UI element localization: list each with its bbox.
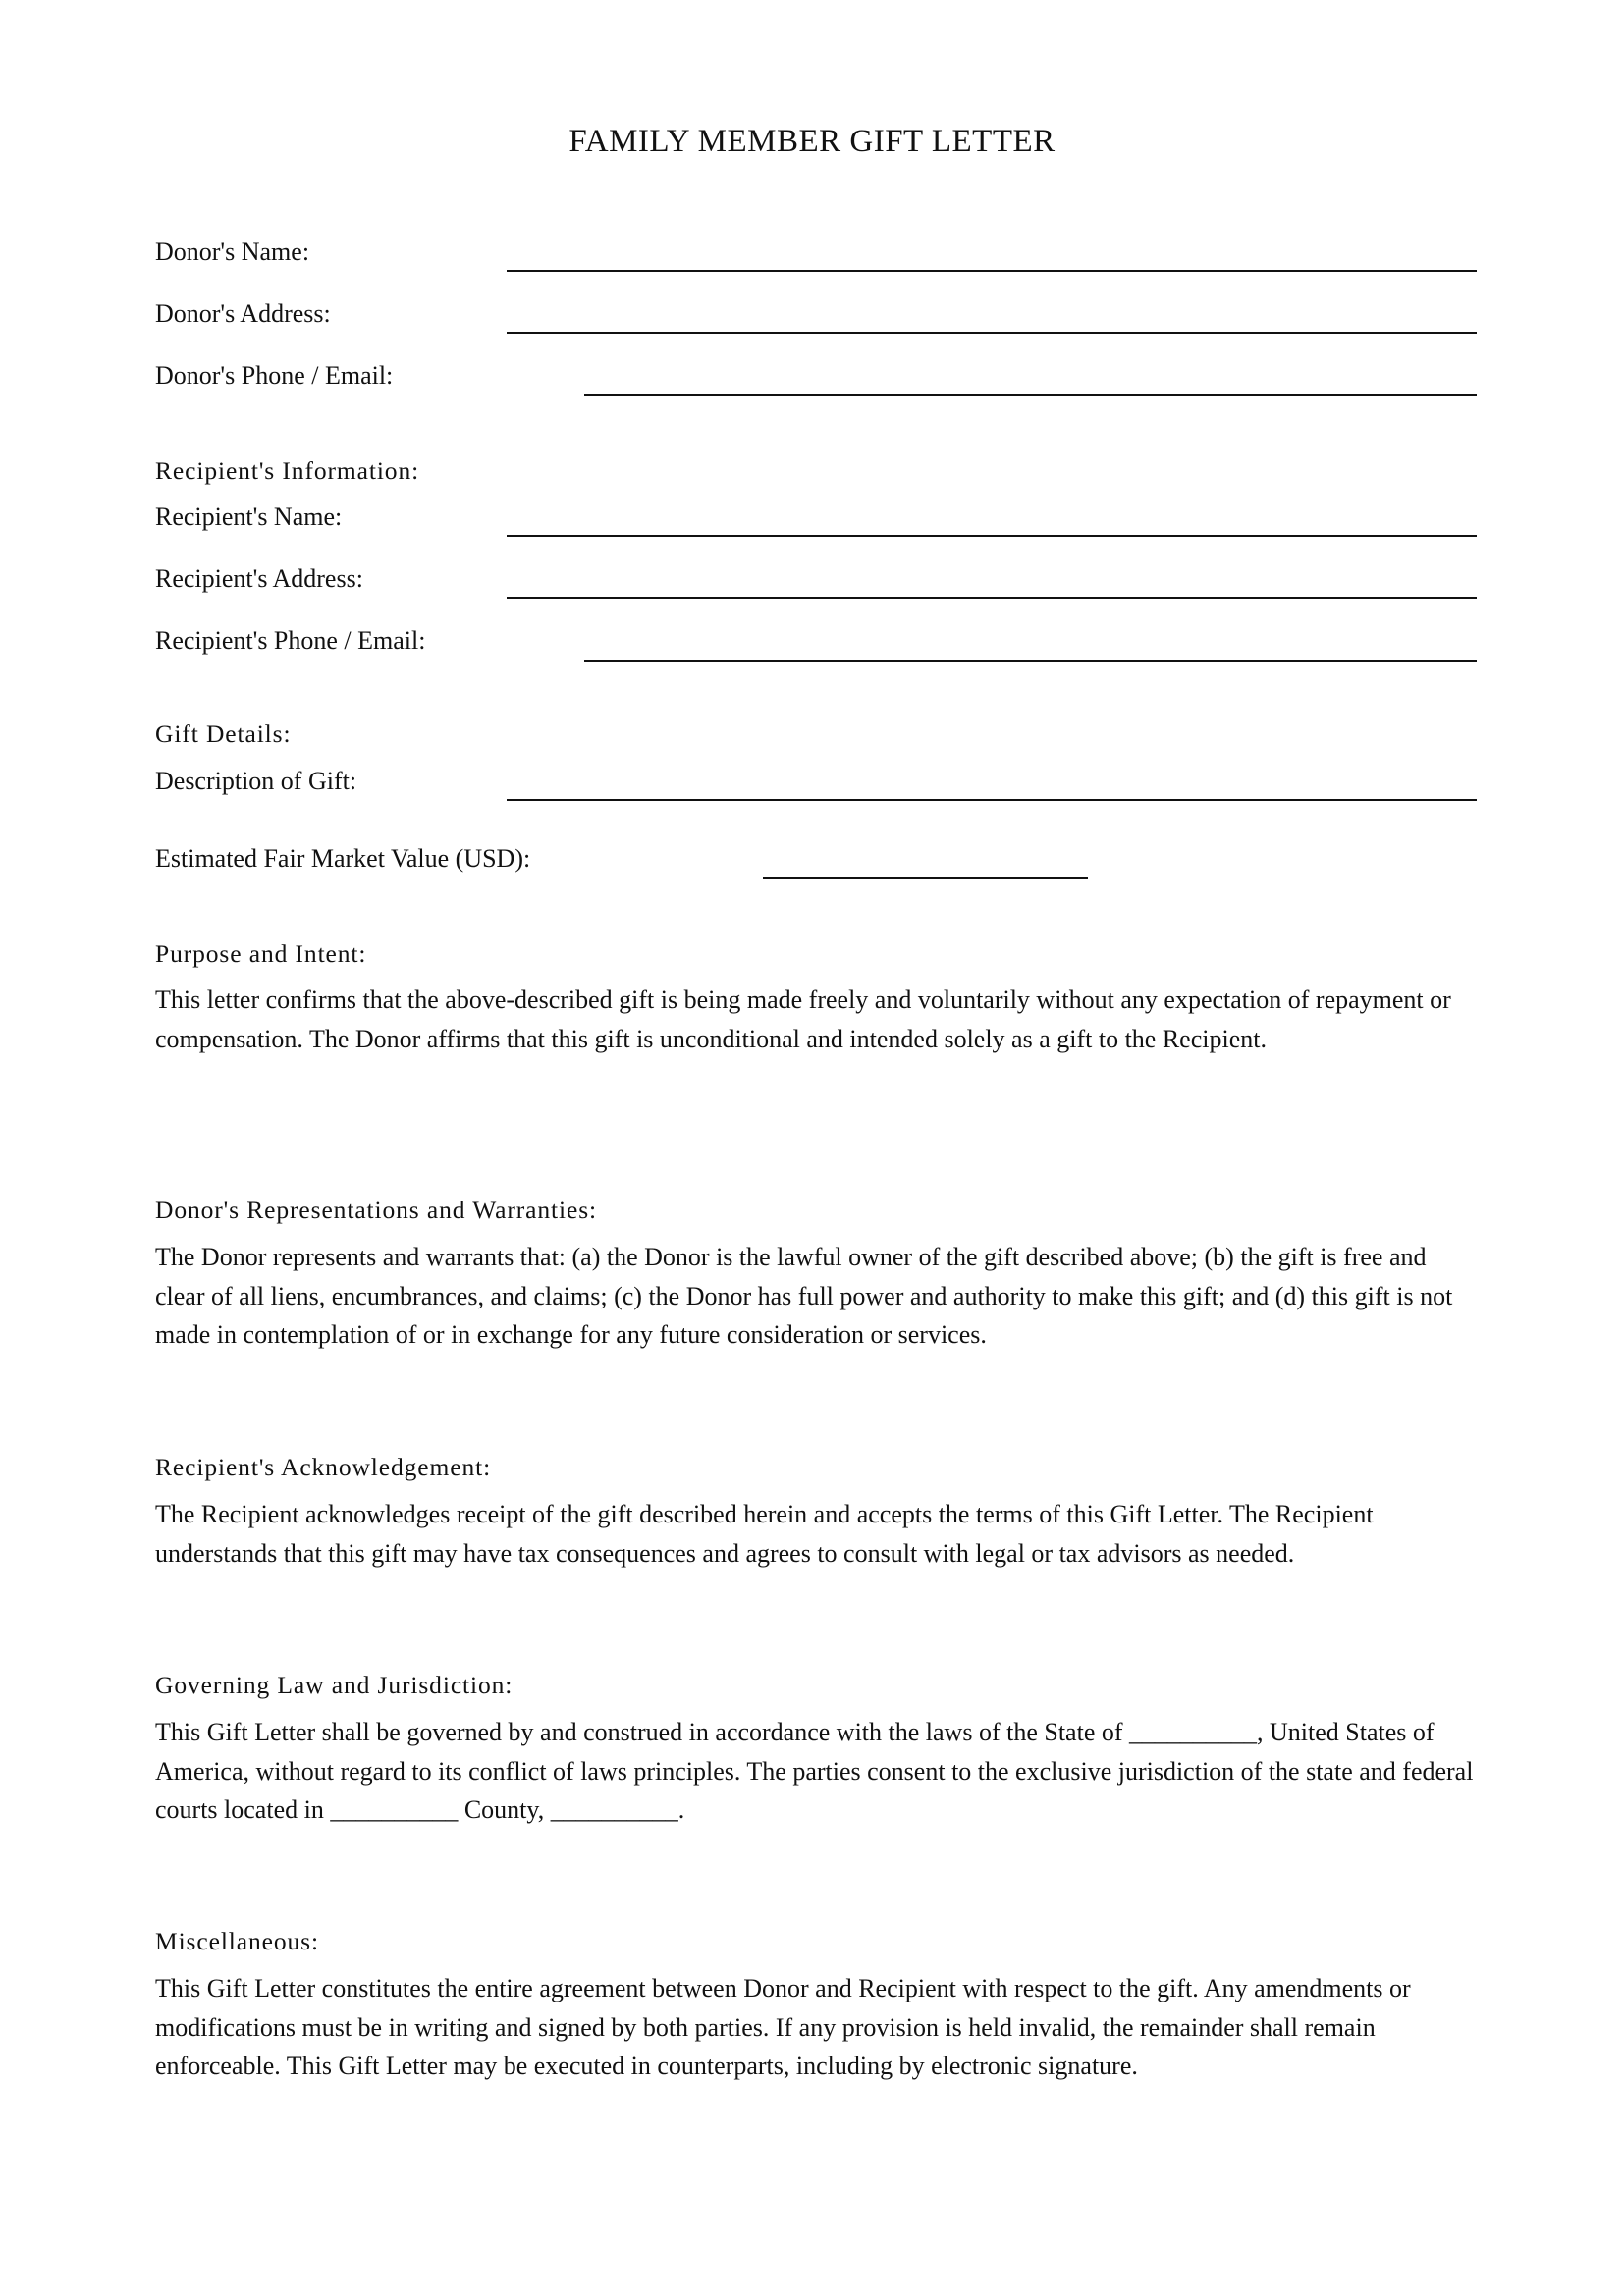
governing-law-heading: Governing Law and Jurisdiction: [155,1671,514,1699]
recipient-name-label: Recipient's Name: [155,503,343,531]
warranties-paragraph: The Donor represents and warrants that: (a) the Donor is the lawful owner of the gift described above; (b) the gift is free and clear of all liens, encumbrances, and claims; (c) the Donor has full power and authority to make this gift; and (d) this gift is not made in contemplation of or in exchange for any future consideration or services. [155,1243,1453,1349]
recipient-info-heading: Recipient's Information: [155,456,420,485]
donor-contact-label: Donor's Phone / Email: [155,361,394,390]
governing-law-paragraph: This Gift Letter shall be governed by and construed in accordance with the laws of the State of __________, United States of America, without regard to its conflict of laws principles. The parties consent to the exclusive jurisdiction of the state and federal courts located in __________ County, __________. [155,1718,1474,1824]
gift-details-heading: Gift Details: [155,720,292,748]
recipient-address-label: Recipient's Address: [155,564,363,593]
donor-address-field[interactable] [507,332,1477,334]
gift-description-field[interactable] [507,799,1477,801]
donor-address-label: Donor's Address: [155,299,331,328]
recipient-name-field[interactable] [507,535,1477,537]
miscellaneous-paragraph: This Gift Letter constitutes the entire agreement between Donor and Recipient with respect to the gift. Any amendments or modifications must be in writing and signed by both parties. If any provision is held invalid, the remainder shall remain enforceable. This Gift Letter may be executed in counterparts, including by electronic signature. [155,1974,1411,2080]
recipient-address-field[interactable] [507,597,1477,599]
gift-description-label: Description of Gift: [155,767,357,795]
acknowledgement-heading: Recipient's Acknowledgement: [155,1453,492,1481]
donor-contact-field[interactable] [584,394,1477,396]
purpose-heading: Purpose and Intent: [155,939,367,968]
warranties-heading: Donor's Representations and Warranties: [155,1196,598,1224]
recipient-contact-field[interactable] [584,660,1477,662]
donor-name-label: Donor's Name: [155,238,310,266]
gift-value-label: Estimated Fair Market Value (USD): [155,844,531,873]
purpose-paragraph: This letter confirms that the above-described gift is being made freely and voluntarily without any expectation of repayment or compensation. The Donor affirms that this gift is unconditional and intended solely as a gift to the Recipient. [155,986,1451,1053]
donor-name-field[interactable] [507,270,1477,272]
acknowledgement-paragraph: The Recipient acknowledges receipt of the gift described herein and accepts the terms of this Gift Letter. The Recipient understands that this gift may have tax consequences and agrees to consult with legal or tax advisors as needed. [155,1500,1374,1568]
page-title: FAMILY MEMBER GIFT LETTER [568,124,1056,159]
gift-value-field[interactable] [763,877,1088,879]
miscellaneous-heading: Miscellaneous: [155,1927,319,1955]
recipient-contact-label: Recipient's Phone / Email: [155,626,426,655]
